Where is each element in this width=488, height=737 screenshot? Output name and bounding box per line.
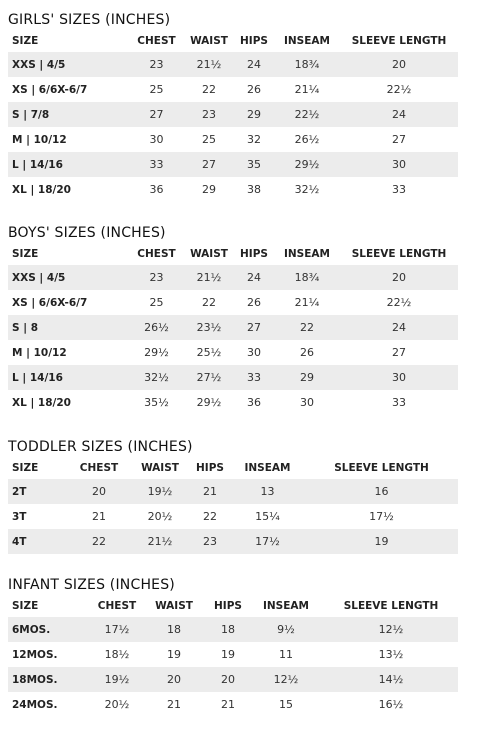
measurement-cell: 27 bbox=[184, 152, 234, 177]
measurement-cell: 21 bbox=[190, 479, 230, 504]
measurement-cell: 15 bbox=[279, 698, 293, 711]
table-row bbox=[8, 315, 458, 340]
measurement-cell: 21½ bbox=[184, 265, 234, 290]
size-label-cell: S | 7/8 bbox=[8, 102, 129, 127]
table-row bbox=[8, 77, 458, 102]
size-label-cell: XL | 18/20 bbox=[12, 396, 71, 409]
measurement-cell: 26½ bbox=[129, 315, 184, 340]
column-header-waist: WAIST bbox=[141, 462, 179, 474]
column-header-inseam: INSEAM bbox=[283, 35, 330, 47]
measurement-cell: 33 bbox=[392, 396, 406, 409]
table-row bbox=[8, 667, 458, 692]
measurement-cell: 22 bbox=[274, 315, 340, 340]
measurement-cell: 26 bbox=[300, 346, 314, 359]
column-header-chest: CHEST bbox=[137, 248, 176, 260]
column-header-chest: CHEST bbox=[97, 600, 137, 612]
measurement-cell: 30 bbox=[149, 133, 164, 146]
table-row bbox=[8, 177, 458, 202]
measurement-cell: 22 bbox=[68, 529, 130, 554]
size-label-cell: XS | 6/6X-6/7 bbox=[12, 83, 88, 96]
measurement-cell: 33 bbox=[392, 183, 406, 196]
measurement-cell: 21¼ bbox=[294, 296, 320, 309]
size-label-cell: M | 10/12 bbox=[12, 346, 67, 359]
measurement-cell: 17½ bbox=[94, 617, 140, 642]
measurement-cell: 20½ bbox=[147, 510, 173, 523]
column-header-sleeve-length: SLEEVE LENGTH bbox=[343, 600, 439, 612]
measurement-cell: 29 bbox=[202, 183, 216, 196]
column-header-size: SIZE bbox=[12, 35, 39, 47]
measurement-cell: 24 bbox=[340, 315, 458, 340]
measurement-cell: 27½ bbox=[184, 365, 234, 390]
section-title: INFANT SIZES (INCHES) bbox=[8, 577, 175, 593]
size-section-toddler-sizes-inches bbox=[8, 437, 458, 554]
measurement-cell: 29½ bbox=[144, 346, 169, 359]
table-row bbox=[8, 127, 458, 152]
size-section-girls-sizes-inches bbox=[8, 10, 458, 202]
measurement-cell: 12½ bbox=[248, 667, 324, 692]
measurement-cell: 29½ bbox=[274, 152, 340, 177]
measurement-cell: 18 bbox=[140, 617, 208, 642]
size-label-cell: L | 14/16 bbox=[8, 365, 129, 390]
header-row bbox=[8, 30, 458, 52]
measurement-cell: 17½ bbox=[369, 510, 394, 523]
measurement-cell: 19 bbox=[221, 648, 235, 661]
measurement-cell: 19 bbox=[305, 529, 458, 554]
table-row bbox=[8, 692, 458, 717]
measurement-cell: 38 bbox=[247, 183, 261, 196]
size-label-cell: S | 8 bbox=[8, 315, 129, 340]
measurement-cell: 18 bbox=[208, 617, 248, 642]
measurement-cell: 22 bbox=[202, 83, 216, 96]
size-label-cell: 12MOS. bbox=[12, 648, 58, 661]
size-label-cell: 18MOS. bbox=[8, 667, 94, 692]
measurement-cell: 15¼ bbox=[255, 510, 280, 523]
column-header-size: SIZE bbox=[12, 600, 39, 612]
measurement-cell: 16 bbox=[305, 479, 458, 504]
table-row bbox=[8, 617, 458, 642]
measurement-cell: 21½ bbox=[130, 529, 190, 554]
size-label-cell: 4T bbox=[8, 529, 68, 554]
size-table bbox=[8, 595, 458, 717]
measurement-cell: 12½ bbox=[324, 617, 458, 642]
size-label-cell: 2T bbox=[8, 479, 68, 504]
measurement-cell: 27 bbox=[392, 133, 406, 146]
size-label-cell: 3T bbox=[12, 510, 27, 523]
measurement-cell: 30 bbox=[340, 152, 458, 177]
size-section-infant-sizes-inches bbox=[8, 575, 458, 717]
column-header-chest: CHEST bbox=[79, 462, 119, 474]
header-row bbox=[8, 243, 458, 265]
measurement-cell: 22½ bbox=[386, 83, 412, 96]
column-header-inseam: INSEAM bbox=[244, 462, 291, 474]
measurement-cell: 23 bbox=[129, 52, 184, 77]
measurement-cell: 23 bbox=[190, 529, 230, 554]
measurement-cell: 24 bbox=[340, 102, 458, 127]
measurement-cell: 30 bbox=[247, 346, 261, 359]
measurement-cell: 29 bbox=[234, 102, 274, 127]
measurement-cell: 22 bbox=[203, 510, 217, 523]
size-table bbox=[8, 457, 458, 554]
table-row bbox=[8, 265, 458, 290]
column-header-sleeve-length: SLEEVE LENGTH bbox=[334, 462, 429, 474]
size-table bbox=[8, 30, 458, 202]
size-label-cell: XXS | 4/5 bbox=[8, 265, 129, 290]
measurement-cell: 36 bbox=[149, 183, 164, 196]
size-label-cell: XXS | 4/5 bbox=[8, 52, 129, 77]
column-header-size: SIZE bbox=[12, 248, 39, 260]
column-header-hips: HIPS bbox=[240, 35, 268, 47]
measurement-cell: 27 bbox=[129, 102, 184, 127]
column-header-inseam: INSEAM bbox=[283, 248, 330, 260]
measurement-cell: 33 bbox=[234, 365, 274, 390]
table-row bbox=[8, 290, 458, 315]
measurement-cell: 22 bbox=[202, 296, 216, 309]
size-table bbox=[8, 243, 458, 415]
measurement-cell: 22½ bbox=[386, 296, 412, 309]
measurement-cell: 27 bbox=[392, 346, 406, 359]
measurement-cell: 21 bbox=[92, 510, 106, 523]
header-row bbox=[8, 595, 458, 617]
measurement-cell: 14½ bbox=[324, 667, 458, 692]
measurement-cell: 27 bbox=[234, 315, 274, 340]
column-header-waist: WAIST bbox=[155, 600, 193, 612]
table-row bbox=[8, 642, 458, 667]
measurement-cell: 32½ bbox=[294, 183, 320, 196]
measurement-cell: 23½ bbox=[184, 315, 234, 340]
measurement-cell: 13 bbox=[230, 479, 305, 504]
column-header-inseam: INSEAM bbox=[262, 600, 309, 612]
column-header-hips: HIPS bbox=[240, 248, 268, 260]
measurement-cell: 20 bbox=[208, 667, 248, 692]
column-header-chest: CHEST bbox=[137, 35, 176, 47]
measurement-cell: 25½ bbox=[196, 346, 222, 359]
measurement-cell: 26½ bbox=[294, 133, 320, 146]
measurement-cell: 29 bbox=[274, 365, 340, 390]
measurement-cell: 21 bbox=[221, 698, 235, 711]
table-row bbox=[8, 390, 458, 415]
measurement-cell: 23 bbox=[129, 265, 184, 290]
measurement-cell: 20 bbox=[340, 265, 458, 290]
measurement-cell: 26 bbox=[247, 296, 261, 309]
measurement-cell: 16½ bbox=[378, 698, 404, 711]
measurement-cell: 24 bbox=[234, 52, 274, 77]
table-row bbox=[8, 479, 458, 504]
measurement-cell: 13½ bbox=[378, 648, 404, 661]
size-section-boys-sizes-inches bbox=[8, 223, 458, 415]
measurement-cell: 32½ bbox=[129, 365, 184, 390]
table-row bbox=[8, 529, 458, 554]
section-title: GIRLS' SIZES (INCHES) bbox=[8, 12, 171, 28]
measurement-cell: 22½ bbox=[274, 102, 340, 127]
measurement-cell: 30 bbox=[340, 365, 458, 390]
measurement-cell: 25 bbox=[202, 133, 216, 146]
measurement-cell: 18½ bbox=[104, 648, 130, 661]
measurement-cell: 33 bbox=[129, 152, 184, 177]
column-header-waist: WAIST bbox=[190, 248, 228, 260]
size-label-cell: XS | 6/6X-6/7 bbox=[12, 296, 88, 309]
measurement-cell: 24 bbox=[234, 265, 274, 290]
measurement-cell: 23 bbox=[184, 102, 234, 127]
column-header-sleeve-length: SLEEVE LENGTH bbox=[351, 35, 447, 47]
measurement-cell: 35½ bbox=[144, 396, 169, 409]
size-label-cell: XL | 18/20 bbox=[12, 183, 71, 196]
measurement-cell: 18¾ bbox=[274, 265, 340, 290]
measurement-cell: 19 bbox=[167, 648, 181, 661]
measurement-cell: 30 bbox=[300, 396, 314, 409]
table-row bbox=[8, 504, 458, 529]
measurement-cell: 25 bbox=[149, 296, 164, 309]
measurement-cell: 18¾ bbox=[274, 52, 340, 77]
measurement-cell: 35 bbox=[234, 152, 274, 177]
measurement-cell: 21½ bbox=[184, 52, 234, 77]
measurement-cell: 20 bbox=[340, 52, 458, 77]
measurement-cell: 21 bbox=[167, 698, 181, 711]
section-title: BOYS' SIZES (INCHES) bbox=[8, 225, 166, 241]
measurement-cell: 20½ bbox=[104, 698, 130, 711]
size-label-cell: 6MOS. bbox=[8, 617, 94, 642]
measurement-cell: 9½ bbox=[248, 617, 324, 642]
measurement-cell: 32 bbox=[247, 133, 261, 146]
column-header-waist: WAIST bbox=[190, 35, 228, 47]
table-row bbox=[8, 340, 458, 365]
size-label-cell: L | 14/16 bbox=[8, 152, 129, 177]
column-header-hips: HIPS bbox=[196, 462, 224, 474]
measurement-cell: 25 bbox=[149, 83, 164, 96]
measurement-cell: 19½ bbox=[130, 479, 190, 504]
column-header-sleeve-length: SLEEVE LENGTH bbox=[351, 248, 447, 260]
measurement-cell: 29½ bbox=[196, 396, 222, 409]
table-row bbox=[8, 52, 458, 77]
size-label-cell: 24MOS. bbox=[12, 698, 58, 711]
measurement-cell: 20 bbox=[140, 667, 208, 692]
measurement-cell: 11 bbox=[279, 648, 293, 661]
measurement-cell: 17½ bbox=[230, 529, 305, 554]
measurement-cell: 20 bbox=[68, 479, 130, 504]
measurement-cell: 21¼ bbox=[294, 83, 320, 96]
table-row bbox=[8, 152, 458, 177]
size-label-cell: M | 10/12 bbox=[12, 133, 67, 146]
column-header-size: SIZE bbox=[12, 462, 39, 474]
column-header-hips: HIPS bbox=[214, 600, 242, 612]
table-row bbox=[8, 365, 458, 390]
measurement-cell: 19½ bbox=[94, 667, 140, 692]
section-title: TODDLER SIZES (INCHES) bbox=[8, 439, 193, 455]
header-row bbox=[8, 457, 458, 479]
table-row bbox=[8, 102, 458, 127]
measurement-cell: 26 bbox=[247, 83, 261, 96]
measurement-cell: 36 bbox=[247, 396, 261, 409]
